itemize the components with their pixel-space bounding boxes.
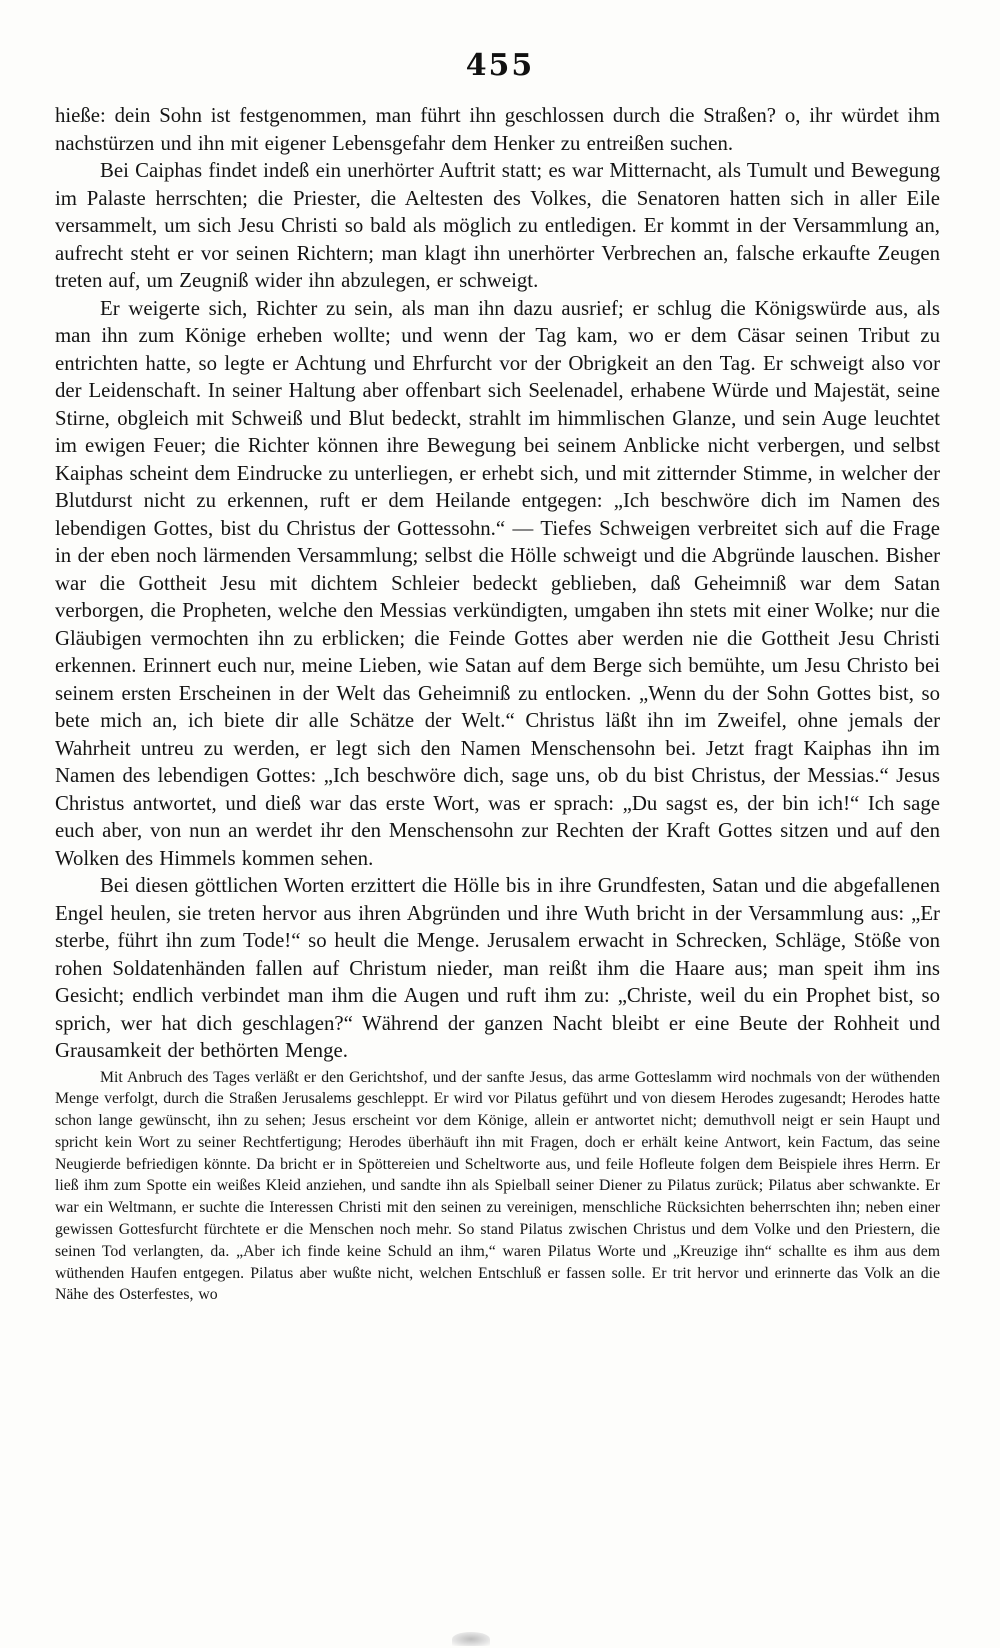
paragraph-small-print: Mit Anbruch des Tages verläßt er den Gerichtshof, und der sanfte Jesus, das arme Gotteslamm wird nochmals von der wüthenden Menge verfolgt, durch die Straßen Jerusalems geschleppt. Er wird vor Pilatus geführt und von diesem Herodes zugesandt; Herodes hatte schon lange gewünscht, ihn zu sehen; Jesus erscheint vor dem Könige, allein er antwortet nicht; demuthvoll neigt er sein Haupt und spricht kein Wort zu seiner Rechtfertigung; Herodes überhäuft ihn mit Fragen, doch er erhält keine Antwort, kein Factum, das seine Neugierde befriedigen könnte. Da bricht er in Spöttereien und Scheltworte aus, und feile Hofleute folgen dem Beispiele ihres Herrn. Er ließ ihm zum Spotte ein weißes Kleid anziehen, und sandte ihn als Spielball seiner Diener zu Pilatus zurück; Pilatus aber schwankte. Er war ein Weltmann, er suchte die Interessen Christi mit den seinen zu vereinigen, menschliche Rücksichten beherrschten ihn; neben einer gewissen Gottesfurcht fürchtete er die Menschen noch mehr. So stand Pilatus zwischen Christus und dem Volke und den Priestern, die seinen Tod verlangten, da. „Aber ich finde keine Schuld an ihm,“ waren Pilatus Worte und „Kreuzige ihn“ schallte es ihm aus dem wüthenden Haufen entgegen. Pilatus aber wußte nicht, welchen Entschluß er fassen solle. Er trit hervor und erinnerte das Volk an die Nähe des Osterfestes, wo xyxy=(55,1068,940,1304)
scan-smudge xyxy=(452,1632,490,1646)
paragraph-silence: Er weigerte sich, Richter zu sein, als man ihn dazu ausrief; er schlug die Königswürde aus, als man ihn zum Könige erheben wollte; und wenn der Tag kam, wo er dem Cäsar seinen Tribut zu entrichten hatte, so legte er Achtung und Ehrfurcht vor der Obrigkeit an den Tag. Er schweigt also vor der Leidenschaft. In seiner Haltung aber offenbart sich Seelenadel, erhabene Würde und Majestät, seine Stirne, obgleich mit Schweiß und Blut bedeckt, strahlt im himmlischen Glanze, und sein Auge leuchtet im ewigen Feuer; die Richter können ihre Bewegung bei seinem Anblicke nicht verbergen, und selbst Kaiphas scheint dem Eindrucke zu unterliegen, er erhebt sich, und mit zitternder Stimme, in welcher der Blutdurst nicht zu erkennen, ruft er dem Heilande entgegen: „Ich beschwöre dich im Namen des lebendigen Gottes, bist du Christus der Gottessohn.“ — Tiefes Schweigen verbreitet sich auf die Frage in der eben noch lärmenden Versammlung; selbst die Hölle schweigt und die Abgründe lauschen. Bisher war die Gottheit Jesu mit dichtem Schleier bedeckt geblieben, daß Geheimniß war dem Satan verborgen, die Propheten, welche den Messias verkündigten, umgaben ihn stets mit einer Wolke; nur die Gläubigen vermochten ihn zu erblicken; die Feinde Gottes aber werden nie die Gottheit Jesu Christi erkennen. Erinnert euch nur, meine Lieben, wie Satan auf dem Berge sich bemühte, um Jesu Christo bei seinem ersten Erscheinen in der Welt das Geheimniß zu entlocken. „Wenn du der Sohn Gottes bist, so bete mich an, ich biete dir alle Schätze der Welt.“ Christus läßt ihn im Zweifel, ohne jemals der Wahrheit untreu zu werden, er legt sich den Namen Menschensohn bei. Jetzt fragt Kaiphas ihn im Namen des lebendigen Gottes: „Ich beschwöre dich, sage uns, ob du bist Christus, der Messias.“ Jesus Christus antwortet, und dieß war das erste Wort, was er sprach: „Du sagst es, der bin ich!“ Ich sage euch aber, von nun an werdet ihr den Menschensohn zur Rechten der Kraft Gottes sitzen und auf den Wolken des Himmels kommen sehen. xyxy=(55,296,940,870)
paragraph-continuation: hieße: dein Sohn ist festgenommen, man führt ihn geschlossen durch die Straßen? o, ihr würdet ihm nachstürzen und ihn mit eigener Lebensgefahr dem Henker zu entreißen suchen. xyxy=(55,104,940,155)
paragraph-hell-trembles: Bei diesen göttlichen Worten erzittert die Hölle bis in ihre Grundfesten, Satan und die abgefallenen Engel heulen, sie treten hervor aus ihren Abgründen und ihre Wuth bricht in der Versammlung aus: „Er sterbe, führt ihn zum Tode!“ so heult die Menge. Jerusalem erwacht in Schrecken, Schläge, Stöße von rohen Soldatenhänden fallen auf Christum nieder, man reißt ihm die Haare aus; man speit ihm ins Gesicht; endlich verbindet man ihm die Augen und ruft ihm zu: „Christe, weil du ein Prophet bist, so sprich, wer hat dich geschlagen?“ Während der ganzen Nacht bleibt er eine Beute der Rohheit und Grausamkeit der bethörten Menge. xyxy=(55,874,940,1062)
page-body xyxy=(55,102,940,1306)
page-number: 455 xyxy=(465,48,535,83)
paragraph-caiphas: Bei Caiphas findet indeß ein unerhörter Auftrit statt; es war Mitternacht, als Tumult und Bewegung im Palaste herrschten; die Priester, die Aeltesten des Volkes, die Senatoren hatten sich in aller Eile versammelt, um sich Jesu Christi so bald als möglich zu entledigen. Er kommt in der Versammlung an, aufrecht steht er vor seinen Richtern; man klagt ihn unerhörter Verbrechen an, falsche erkaufte Zeugen treten auf, um Zeugniß wider ihn abzulegen, er schweigt. xyxy=(55,159,940,292)
